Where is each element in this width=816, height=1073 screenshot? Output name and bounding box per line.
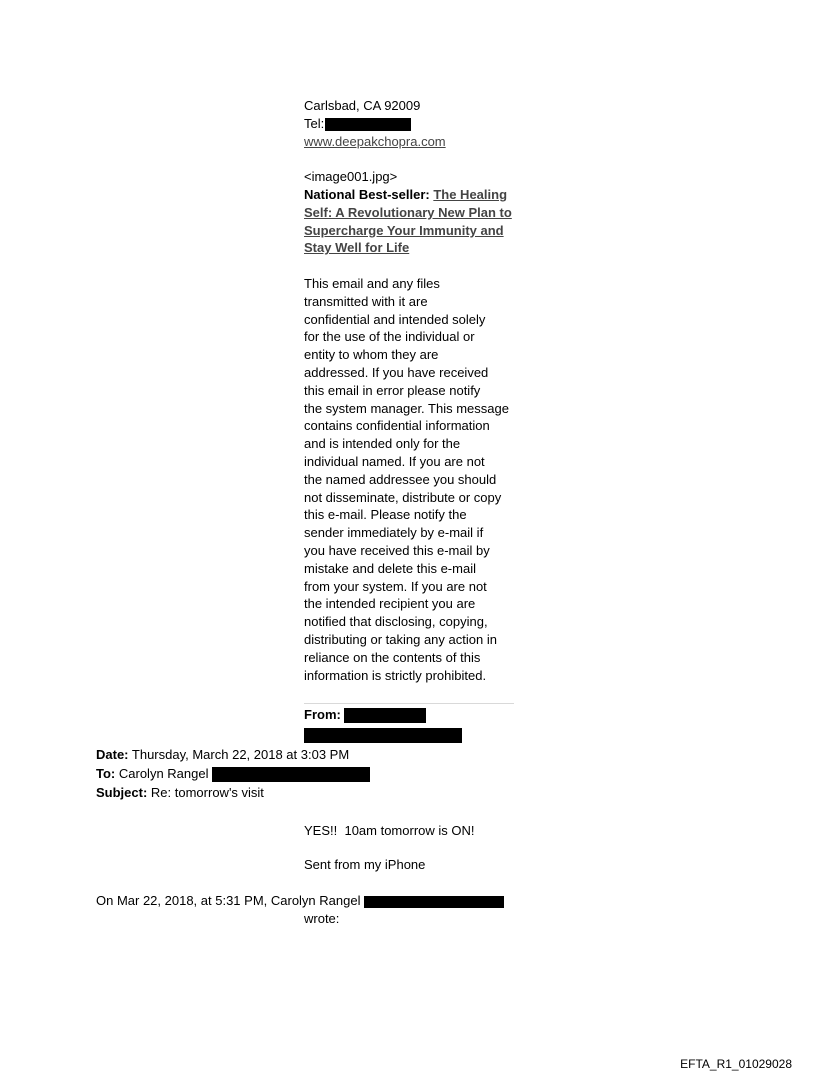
- disclaimer-line: This email and any files: [304, 276, 440, 291]
- image-placeholder: <image001.jpg>: [304, 169, 398, 185]
- disclaimer-line: sender immediately by e-mail if: [304, 525, 484, 541]
- book-title-link[interactable]: Supercharge Your Immunity and: [304, 222, 504, 238]
- disclaimer-line: information is strictly prohibited.: [304, 667, 487, 683]
- disclaimer-line: the intended recipient you are: [304, 596, 476, 612]
- quote-intro-line: [96, 892, 504, 910]
- redaction-bar: [212, 767, 370, 782]
- document-id: EFTA_R1_01029028: [680, 1057, 792, 1071]
- tel-line: [304, 115, 516, 133]
- book-title-link[interactable]: Stay Well for Life: [304, 240, 410, 256]
- disclaimer-line: transmitted with it are: [304, 293, 428, 309]
- confidentiality-disclaimer: [304, 275, 516, 684]
- to-line: [96, 765, 370, 783]
- disclaimer-line: not disseminate, distribute or copy: [304, 489, 502, 505]
- disclaimer-line: confidential and intended solely: [304, 311, 486, 327]
- date-value: Thursday, March 22, 2018 at 3:03 PM: [131, 747, 350, 762]
- disclaimer-line: for the use of the individual or: [304, 329, 475, 345]
- redaction-bar: [364, 896, 504, 908]
- message-text: YES!! 10am tomorrow is ON!: [304, 823, 475, 838]
- disclaimer-line: addressed. If you have received: [304, 364, 489, 380]
- disclaimer-line: you have received this e-mail by: [304, 542, 490, 558]
- disclaimer-line: individual named. If you are not: [304, 453, 485, 469]
- redaction-bar: [304, 728, 462, 743]
- from-line: [304, 706, 426, 724]
- bestseller-line: [304, 186, 516, 204]
- subject-line: [96, 784, 264, 802]
- disclaimer-line: mistake and delete this e-mail: [304, 560, 476, 576]
- subject-label: Subject:: [96, 785, 148, 800]
- date-label: Date:: [96, 747, 129, 762]
- book-title-link[interactable]: The Healing: [433, 186, 508, 202]
- address-line: Carlsbad, CA 92009: [304, 98, 421, 113]
- disclaimer-line: contains confidential information: [304, 418, 490, 434]
- disclaimer-line: notified that disclosing, copying,: [304, 614, 488, 630]
- sent-from-text: Sent from my iPhone: [304, 857, 426, 872]
- disclaimer-line: and is intended only for the: [304, 436, 461, 452]
- disclaimer-line: entity to whom they are: [304, 347, 439, 363]
- from-address-line: [304, 726, 462, 744]
- redaction-bar: [344, 708, 426, 723]
- redaction-bar: [325, 118, 411, 131]
- to-label: To:: [96, 766, 116, 781]
- disclaimer-line: reliance on the contents of this: [304, 649, 481, 665]
- date-line: [96, 746, 349, 764]
- quote-wrote-text: wrote:: [304, 911, 340, 926]
- header-divider: [304, 703, 514, 704]
- bestseller-label: National Best-seller:: [304, 186, 430, 202]
- website-link[interactable]: www.deepakchopra.com: [304, 133, 446, 149]
- signature-block: [304, 97, 516, 257]
- to-value: Carolyn Rangel: [118, 766, 209, 781]
- disclaimer-line: this email in error please notify: [304, 382, 481, 398]
- subject-value: Re: tomorrow's visit: [150, 785, 264, 800]
- book-title-link[interactable]: Self: A Revolutionary New Plan to: [304, 204, 512, 220]
- quote-intro-text: On Mar 22, 2018, at 5:31 PM, Carolyn Rangel: [96, 893, 361, 908]
- disclaimer-line: distributing or taking any action in: [304, 631, 497, 647]
- disclaimer-line: the system manager. This message: [304, 400, 509, 416]
- disclaimer-line: this e-mail. Please notify the: [304, 507, 467, 523]
- disclaimer-line: the named addressee you should: [304, 471, 497, 487]
- from-label: From:: [304, 707, 341, 722]
- tel-label: Tel:: [304, 115, 325, 131]
- disclaimer-line: from your system. If you are not: [304, 578, 487, 594]
